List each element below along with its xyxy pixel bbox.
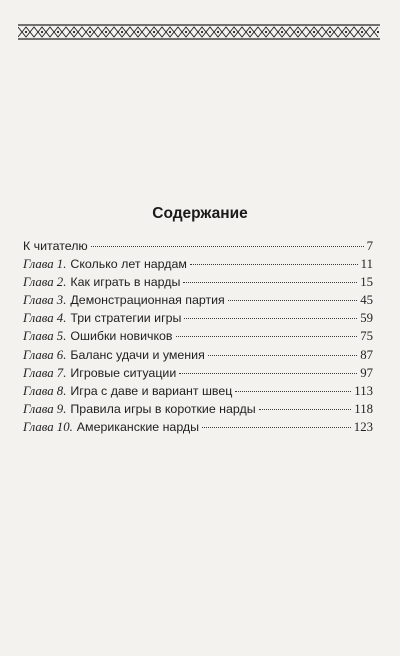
dot-leader bbox=[259, 408, 352, 410]
chapter-title: Ошибки новичков bbox=[70, 329, 173, 344]
dot-leader bbox=[91, 245, 364, 247]
chapter-number: Глава 7. bbox=[23, 365, 67, 380]
toc-entry bbox=[23, 364, 373, 382]
dot-leader bbox=[179, 372, 357, 374]
toc-entry bbox=[23, 382, 373, 400]
toc-entry bbox=[23, 327, 373, 345]
page-number: 45 bbox=[360, 293, 373, 308]
chapter-number: Глава 2. bbox=[23, 275, 67, 290]
chapter-title: Американские нарды bbox=[76, 419, 200, 434]
chapter-title: Правила игры в короткие нарды bbox=[70, 401, 256, 416]
chapter-number: Глава 3. bbox=[23, 293, 67, 308]
toc-entry bbox=[23, 346, 373, 364]
toc-entry bbox=[23, 309, 373, 327]
chapter-number: Глава 5. bbox=[23, 329, 67, 344]
chapter-number: Глава 9. bbox=[23, 401, 67, 416]
toc-entry bbox=[23, 273, 373, 291]
chapter-title: Сколько лет нардам bbox=[70, 257, 187, 272]
dot-leader bbox=[190, 263, 358, 265]
page-number: 7 bbox=[366, 239, 373, 253]
page-number: 118 bbox=[354, 401, 373, 416]
page-title: Содержание bbox=[152, 205, 248, 222]
toc-entry bbox=[23, 418, 373, 436]
chapter-title: Как играть в нарды bbox=[70, 275, 181, 290]
zigzag-border-ornament-icon bbox=[18, 24, 380, 40]
table-of-contents bbox=[23, 237, 373, 436]
dot-leader bbox=[176, 335, 358, 337]
chapter-title: К читателю bbox=[23, 239, 88, 253]
dot-leader bbox=[183, 281, 357, 283]
dot-leader bbox=[202, 426, 351, 428]
page-number: 97 bbox=[360, 365, 373, 380]
dot-leader bbox=[228, 299, 357, 301]
page-number: 15 bbox=[360, 275, 373, 290]
dot-leader bbox=[235, 390, 351, 392]
toc-entry bbox=[23, 255, 373, 273]
chapter-number: Глава 8. bbox=[23, 383, 67, 398]
toc-entry bbox=[23, 237, 373, 255]
chapter-title: Баланс удачи и умения bbox=[70, 347, 205, 362]
chapter-number: Глава 6. bbox=[23, 347, 67, 362]
chapter-number: Глава 10. bbox=[23, 419, 73, 434]
chapter-number: Глава 1. bbox=[23, 257, 67, 272]
chapter-title: Игровые ситуации bbox=[70, 365, 177, 380]
chapter-title: Демонстрационная партия bbox=[70, 293, 225, 308]
dot-leader bbox=[184, 317, 357, 319]
dot-leader bbox=[208, 354, 357, 356]
chapter-number: Глава 4. bbox=[23, 311, 67, 326]
toc-entry bbox=[23, 400, 373, 418]
chapter-title: Игра с даве и вариант швец bbox=[70, 383, 233, 398]
page-number: 75 bbox=[360, 329, 373, 344]
page-number: 11 bbox=[360, 257, 373, 272]
page-number: 59 bbox=[360, 311, 373, 326]
chapter-title: Три стратегии игры bbox=[70, 311, 182, 326]
page-number: 123 bbox=[353, 419, 373, 434]
page-number: 87 bbox=[360, 347, 373, 362]
toc-entry bbox=[23, 291, 373, 309]
page-number: 113 bbox=[354, 383, 373, 398]
